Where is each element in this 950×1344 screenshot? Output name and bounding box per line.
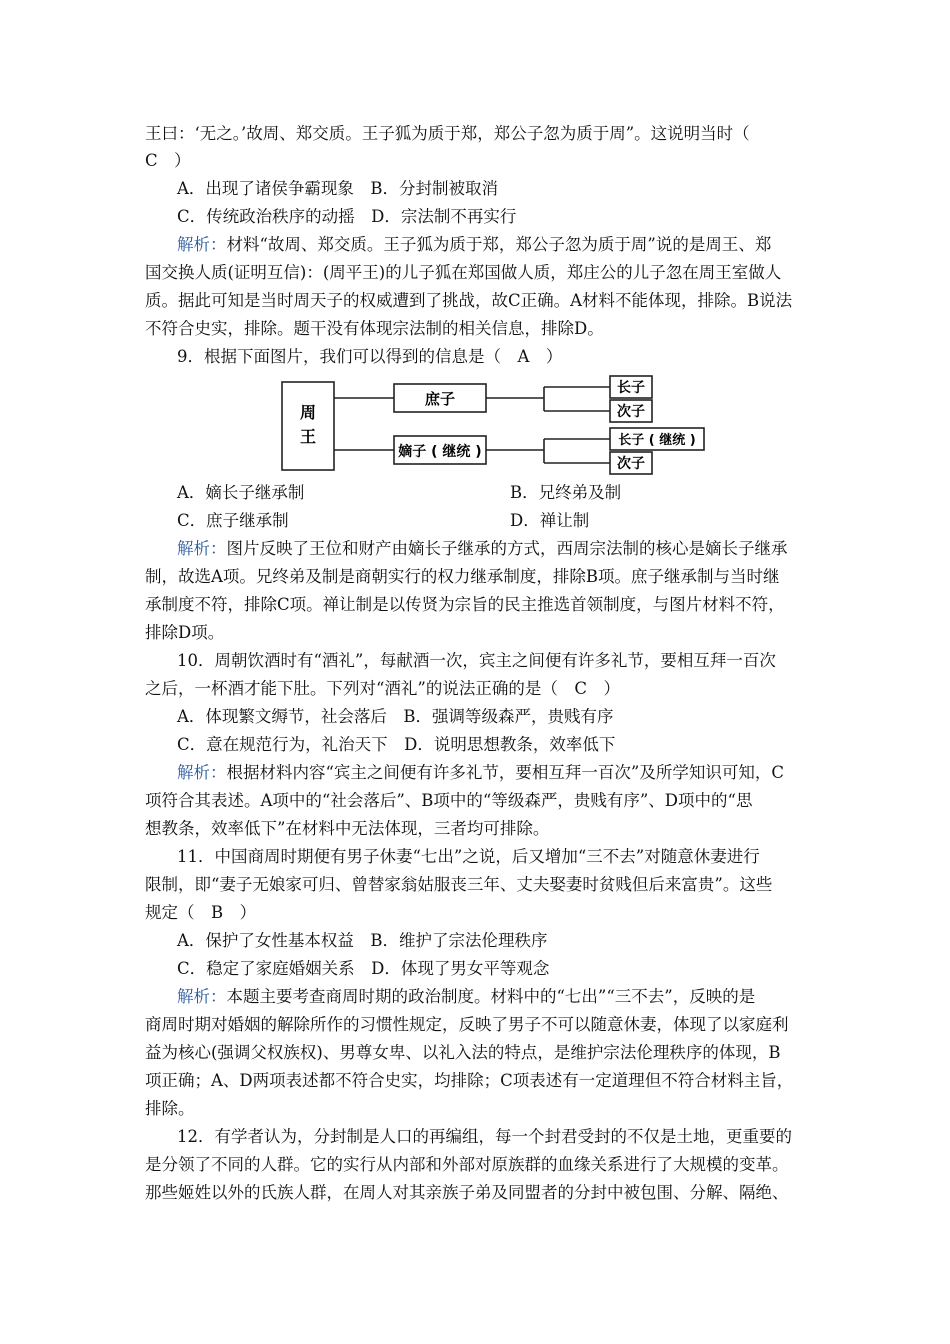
diagram-king-line2: 王 xyxy=(299,427,317,446)
line-text: 制，故选A项。兄终弟及制是商朝实行的权力继承制度，排除B项。庶子继承制与当时继 xyxy=(145,567,780,586)
line-text: 根据材料内容“宾主之间便有许多礼节，要相互拜一百次”及所学知识可知，C xyxy=(226,763,784,782)
line-text: C．传统政治秩序的动摇 D．宗法制不再实行 xyxy=(177,207,517,226)
analysis-label: 解析： xyxy=(177,539,227,558)
line-text: 之后，一杯酒才能下肚。下列对“酒礼”的说法正确的是（ C ） xyxy=(145,679,620,698)
text-line xyxy=(145,290,792,312)
line-text: B．兄终弟及制 xyxy=(510,483,622,502)
text-line xyxy=(145,874,772,896)
text-line xyxy=(145,902,256,924)
text-line xyxy=(145,262,781,284)
text-line xyxy=(145,123,750,145)
diagram-legit-son: 嫡子 ( 继统 ) xyxy=(398,444,482,460)
line-text: C．意在规范行为，礼治天下 D．说明思想教条，效率低下 xyxy=(177,735,616,754)
diagram-king-line1: 周 xyxy=(299,403,317,422)
line-text: C．庶子继承制 xyxy=(177,511,289,530)
line-text: D．禅让制 xyxy=(510,511,590,530)
line-text: 排除。 xyxy=(145,1099,195,1118)
line-text: C ） xyxy=(145,151,191,170)
line-text: 图片反映了王位和财产由嫡长子继承的方式，西周宗法制的核心是嫡长子继承 xyxy=(226,539,788,558)
line-text: 那些姬姓以外的氏族人群，在周人对其亲族子弟及同盟者的分封中被包围、分解、隔绝、 xyxy=(145,1183,789,1202)
line-text: 排除D项。 xyxy=(145,623,225,642)
line-text: 王曰：‘无之。’故周、郑交质。王子狐为质于郑，郑公子忽为质于周”。这说明当时（ xyxy=(145,124,750,143)
analysis-label: 解析： xyxy=(177,763,227,782)
line-text: 商周时期对婚姻的解除所作的习惯性规定，反映了男子不可以随意休妻，体现了以家庭利 xyxy=(145,1015,789,1034)
line-text: 项符合其表述。A项中的“社会落后”、B项中的“等级森严，贵贱有序”、D项中的“思 xyxy=(145,791,753,810)
text-line xyxy=(510,510,589,532)
text-line xyxy=(145,594,785,616)
text-line xyxy=(510,482,621,504)
text-line xyxy=(145,318,604,340)
text-line xyxy=(177,510,289,532)
line-text: A．保护了女性基本权益 B．维护了宗法伦理秩序 xyxy=(177,931,548,950)
line-text: A．嫡长子继承制 xyxy=(177,483,305,502)
analysis-line xyxy=(177,762,784,784)
line-text: 12．有学者认为，分封制是人口的再编组，每一个封君受封的不仅是土地，更重要的 xyxy=(177,1127,792,1146)
line-text: 项正确；A、D两项表述都不符合史实，均排除；C项表述有一定道理但不符合材料主旨， xyxy=(145,1071,794,1090)
line-text: 国交换人质(证明互信)：(周平王)的儿子狐在郑国做人质，郑庄公的儿子忽在周王室做人 xyxy=(145,263,782,282)
line-text: 是分领了不同的人群。它的实行从内部和外部对原族群的血缘关系进行了大规模的变革。 xyxy=(145,1155,789,1174)
succession-diagram xyxy=(280,372,710,482)
line-text: 本题主要考查商周时期的政治制度。材料中的“七出”“三不去”，反映的是 xyxy=(226,987,756,1006)
analysis-label: 解析： xyxy=(177,987,227,1006)
diagram-legit-younger: 次子 xyxy=(617,456,645,472)
text-line xyxy=(177,206,516,228)
text-line xyxy=(145,566,780,588)
text-line xyxy=(145,1042,781,1064)
line-text: 材料“故周、郑交质。王子狐为质于郑，郑公子忽为质于周”说的是周王、郑 xyxy=(226,235,772,254)
line-text: A．体现繁文缛节，社会落后 B．强调等级森严，贵贱有序 xyxy=(177,707,614,726)
text-line xyxy=(145,1182,789,1204)
analysis-line xyxy=(177,538,788,560)
line-text: 9．根据下面图片，我们可以得到的信息是（ A ） xyxy=(177,347,563,366)
analysis-label: 解析： xyxy=(177,235,227,254)
line-text: 11．中国商周时期便有男子休妻“七出”之说，后又增加“三不去”对随意休妻进行 xyxy=(177,847,760,866)
diagram-concubine-son: 庶子 xyxy=(424,390,456,408)
line-text: 规定（ B ） xyxy=(145,903,257,922)
line-text: 益为核心(强调父权族权)、男尊女卑、以礼入法的特点，是维护宗法伦理秩序的体现，B xyxy=(145,1043,781,1062)
text-line xyxy=(145,790,752,812)
line-text: 质。据此可知是当时周天子的权威遭到了挑战，故C正确。A材料不能体现，排除。B说法 xyxy=(145,291,793,310)
diagram-concubine-younger: 次子 xyxy=(617,404,645,420)
text-line xyxy=(177,178,498,200)
text-line xyxy=(177,930,548,952)
text-line xyxy=(177,846,760,868)
line-text: 不符合史实，排除。题干没有体现宗法制的相关信息，排除D。 xyxy=(145,319,604,338)
text-line xyxy=(145,1098,195,1120)
text-line xyxy=(145,678,620,700)
text-line xyxy=(145,150,191,172)
analysis-line xyxy=(177,986,755,1008)
text-line xyxy=(177,706,614,728)
text-line xyxy=(177,958,549,980)
line-text: 10．周朝饮酒时有“酒礼”，每献酒一次，宾主之间便有许多礼节，要相互拜一百次 xyxy=(177,651,776,670)
text-line xyxy=(145,1070,793,1092)
text-line xyxy=(177,1126,792,1148)
text-line xyxy=(177,650,776,672)
text-line xyxy=(145,1014,789,1036)
text-line xyxy=(177,346,562,368)
diagram-legit-elder: 长子 ( 继统 ) xyxy=(618,433,696,448)
analysis-line xyxy=(177,234,771,256)
text-line xyxy=(177,734,615,756)
line-text: C．稳定了家庭婚姻关系 D．体现了男女平等观念 xyxy=(177,959,550,978)
text-line xyxy=(145,1154,789,1176)
text-line xyxy=(145,622,224,644)
diagram-concubine-elder: 长子 xyxy=(617,380,645,396)
line-text: 想教条，效率低下”在材料中无法体现，三者均可排除。 xyxy=(145,819,550,838)
text-line xyxy=(145,818,549,840)
line-text: 限制，即“妻子无娘家可归、曾替家翁姑服丧三年、丈夫娶妻时贫贱但后来富贵”。这些 xyxy=(145,875,773,894)
line-text: A．出现了诸侯争霸现象 B．分封制被取消 xyxy=(177,179,499,198)
line-text: 承制度不符，排除C项。禅让制是以传贤为宗旨的民主推选首领制度，与图片材料不符， xyxy=(145,595,785,614)
text-line xyxy=(177,482,304,504)
